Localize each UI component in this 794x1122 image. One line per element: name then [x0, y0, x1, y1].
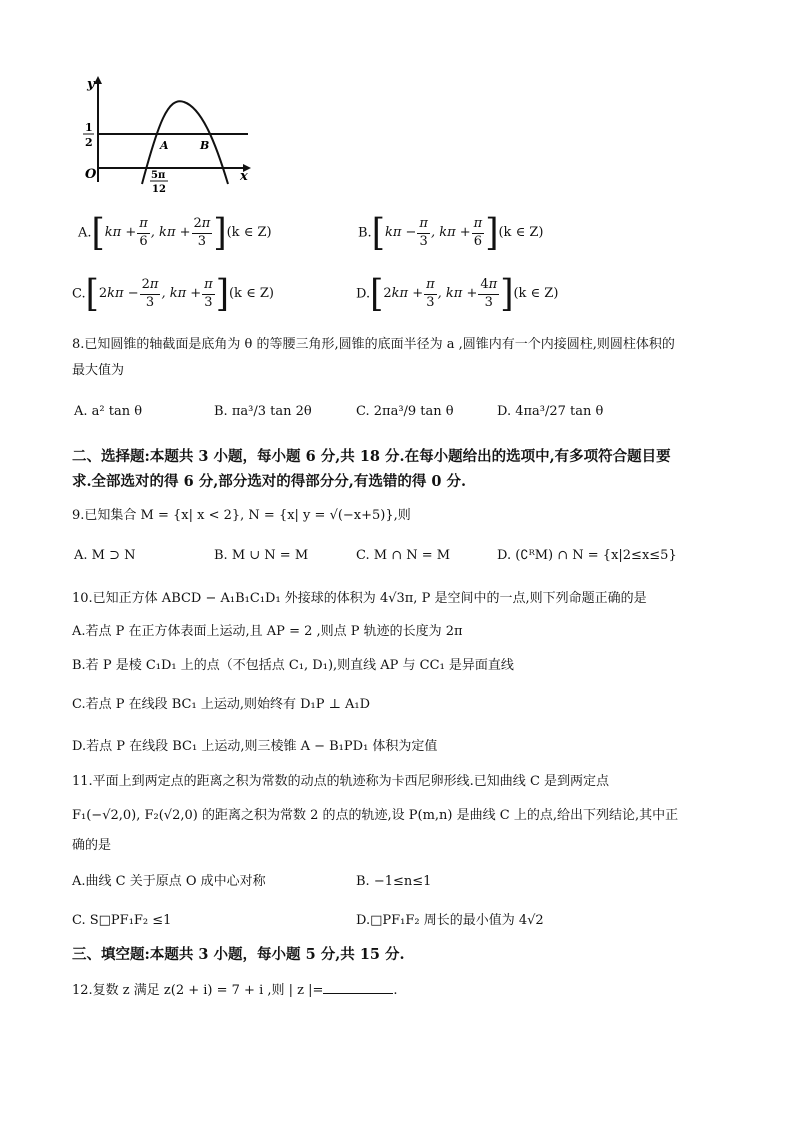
q9-option-c[interactable]: C. M ∩ N = M [356, 548, 451, 563]
q11-stem-line1: 11.平面上到两定点的距离之积为常数的动点的轨迹称为卡西尼卵形线.已知曲线 C 是到两定点 [72, 774, 610, 789]
tick-numerator: 5π [151, 170, 166, 181]
q10-option-a[interactable]: A.若点 P 在正方体表面上运动,且 AP = 2 ,则点 P 轨迹的长度为 2π [72, 624, 463, 639]
q7-d-label: D. [356, 286, 371, 302]
point-a-label: A [160, 139, 169, 152]
q7-option-d[interactable]: D.[2kπ + $\frac{\pi}{3}$ , kπ + $\frac{4\pi}{3}$ ](k ∈ Z) [356, 272, 559, 316]
section3-heading: 三、填空题:本题共 3 小题，每小题 5 分,共 15 分. [72, 946, 405, 963]
q10-option-b[interactable]: B.若 P 是棱 C₁D₁ 上的点（不包括点 C₁, D₁),则直线 AP 与 CC₁ 是异面直线 [72, 658, 514, 673]
q9-option-a[interactable]: A. M ⊃ N [74, 548, 136, 563]
q7-option-c[interactable]: C.[2kπ − $\frac{2\pi}{3}$ , kπ + $\frac{\pi}{3}$ ](k ∈ Z) [72, 272, 274, 316]
y-axis-label: y [87, 77, 95, 92]
q7-b-tail: (k ∈ Z) [498, 225, 544, 241]
q7-b-label: B. [358, 225, 372, 241]
q9-option-b[interactable]: B. M ∪ N = M [214, 548, 309, 563]
origin-label: O [85, 167, 97, 182]
q11-option-b[interactable]: B. −1≤n≤1 [356, 874, 432, 889]
x-axis-label: x [240, 169, 248, 184]
half-denominator: 2 [85, 136, 93, 149]
q11-option-d[interactable]: D.□PF₁F₂ 周长的最小值为 4√2 [356, 913, 544, 928]
q8-option-b[interactable]: B. πa³/3 tan 2θ [214, 404, 312, 419]
section2-heading-line1: 二、选择题:本题共 3 小题，每小题 6 分,共 18 分.在每小题给出的选项中,有多项符合题目要 [72, 448, 671, 465]
q9-option-d[interactable]: D. (∁ᴿM) ∩ N = {x|2≤x≤5} [497, 548, 677, 563]
q8-stem-line2: 最大值为 [72, 363, 125, 378]
q9-stem: 9.已知集合 M = {x| x < 2}, N = {x| y = √(−x+5)},则 [72, 508, 411, 523]
q7-a-label: A. [78, 225, 92, 241]
point-b-label: B [200, 139, 210, 152]
q10-stem: 10.已知正方体 ABCD − A₁B₁C₁D₁ 外接球的体积为 4√3π, P 是空间中的一点,则下列命题正确的是 [72, 591, 647, 606]
q7-a-tail: (k ∈ Z) [226, 225, 272, 241]
q12-tail: . [393, 983, 398, 998]
q8-option-d[interactable]: D. 4πa³/27 tan θ [497, 404, 604, 419]
q11-stem-line2: F₁(−√2,0), F₂(√2,0) 的距离之积为常数 2 的点的轨迹,设 P(m,n) 是曲线 C 上的点,给出下列结论,其中正 [72, 808, 679, 823]
q12-line [72, 981, 398, 999]
q8-option-c[interactable]: C. 2πa³/9 tan θ [356, 404, 454, 419]
q7-c-tail: (k ∈ Z) [228, 286, 274, 302]
q11-option-c[interactable]: C. S□PF₁F₂ ≤1 [72, 913, 172, 928]
q7-option-a[interactable]: A.[kπ + $\frac{\pi}{6}$ , kπ + $\frac{2\pi}{3}$ ](k ∈ Z) [78, 211, 272, 255]
q8-stem-line1: 8.已知圆锥的轴截面是底角为 θ 的等腰三角形,圆锥的底面半径为 a ,圆锥内有一个内接圆柱,则圆柱体积的 [72, 337, 675, 352]
q12-answer-blank[interactable] [323, 981, 393, 994]
q12-stem: 12.复数 z 满足 z(2 + i) = 7 + i ,则 | z |= [72, 983, 324, 998]
q10-option-c[interactable]: C.若点 P 在线段 BC₁ 上运动,则始终有 D₁P ⊥ A₁D [72, 697, 371, 712]
half-numerator: 1 [85, 121, 93, 134]
q7-option-b[interactable]: B.[kπ − $\frac{\pi}{3}$ , kπ + $\frac{\pi}{6}$ ](k ∈ Z) [358, 211, 544, 255]
q7-d-tail: (k ∈ Z) [513, 286, 559, 302]
section2-heading-line2: 求.全部选对的得 6 分,部分选对的得部分分,有选错的得 0 分. [72, 473, 467, 490]
sine-graph-figure [80, 74, 255, 199]
q11-option-a[interactable]: A.曲线 C 关于原点 O 成中心对称 [72, 874, 266, 889]
q8-option-a[interactable]: A. a² tan θ [74, 404, 143, 419]
q11-stem-line3: 确的是 [72, 838, 112, 853]
q10-option-d[interactable]: D.若点 P 在线段 BC₁ 上运动,则三棱锥 A − B₁PD₁ 体积为定值 [72, 739, 438, 754]
tick-denominator: 12 [152, 184, 166, 195]
q7-c-label: C. [72, 286, 86, 302]
